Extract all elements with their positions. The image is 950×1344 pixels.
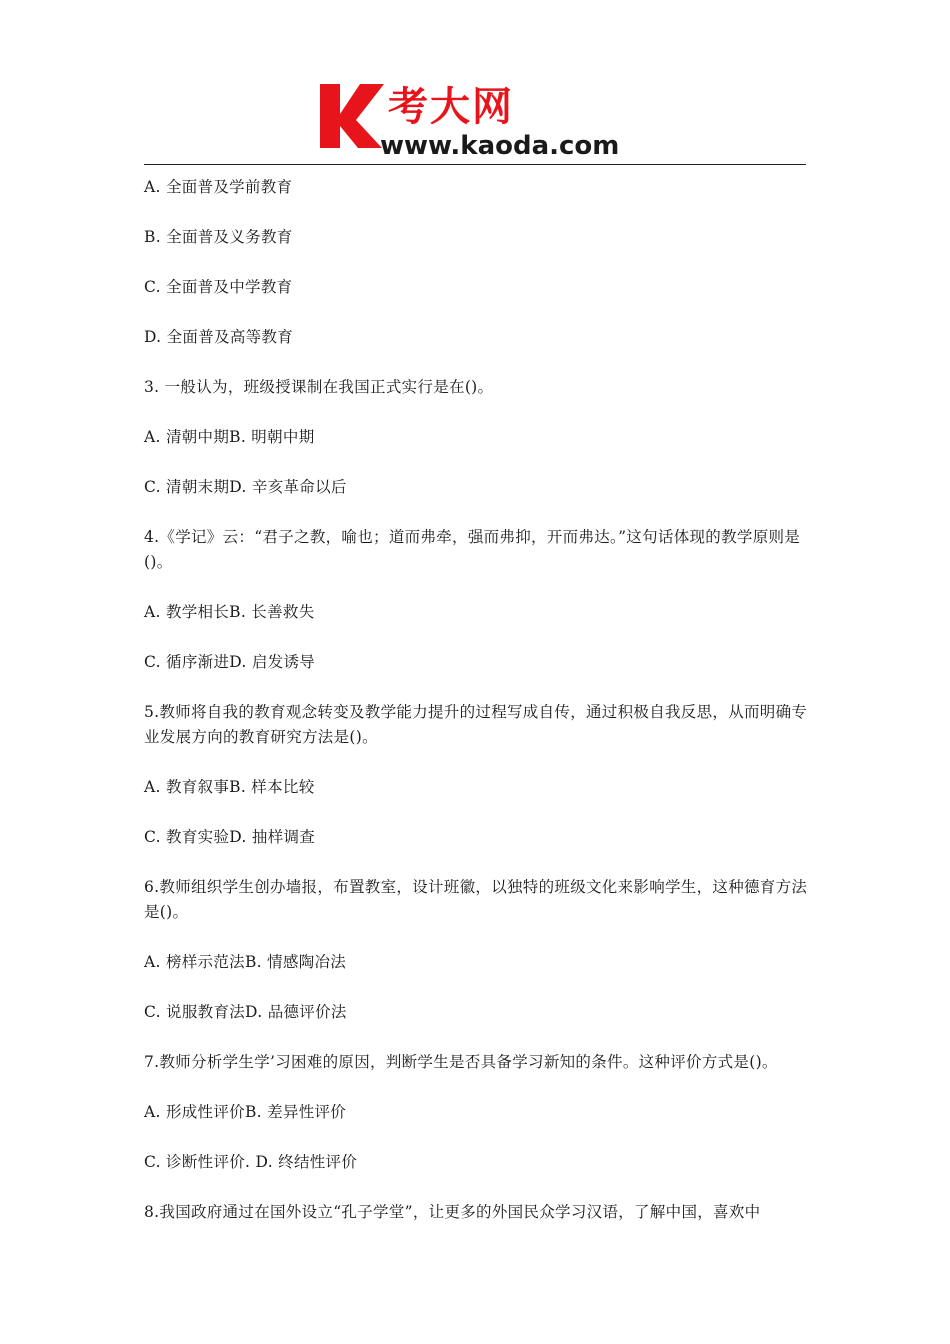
option-text: C. 循序渐进D. 启发诱导: [144, 653, 316, 671]
logo-brand-text: 考大网: [388, 84, 514, 130]
option-text: C. 诊断性评价. D. 终结性评价: [144, 1153, 358, 1171]
option-text: C. 清朝末期D. 辛亥革命以后: [144, 478, 347, 496]
logo-k-mark: [320, 84, 384, 148]
question-text: 8.我国政府通过在国外设立“孔子学堂”，让更多的外国民众学习汉语，了解中国，喜欢中: [144, 1203, 761, 1221]
option-text: C. 教育实验D. 抽样调查: [144, 828, 316, 846]
option-text: A. 形成性评价B. 差异性评价: [144, 1103, 347, 1121]
header-divider: [144, 164, 806, 165]
option-text: A. 清朝中期B. 明朝中期: [144, 428, 315, 446]
option-text: B. 全面普及义务教育: [144, 228, 293, 246]
question-text: 4.《学记》云：“君子之教，喻也；道而弗牵，强而弗抑，开而弗达。”这句话体现的教学原则是()。: [144, 528, 801, 571]
logo-graphic: [316, 78, 638, 160]
option-text: A. 教育叙事B. 样本比较: [144, 778, 315, 796]
question-text: 3. 一般认为，班级授课制在我国正式实行是在()。: [144, 378, 494, 396]
option-text: C. 全面普及中学教育: [144, 278, 293, 296]
page-header: [0, 0, 950, 170]
question-text: 5.教师将自我的教育观念转变及教学能力提升的过程写成自传，通过积极自我反思，从而明确专业发展方向的教育研究方法是()。: [144, 703, 808, 746]
question-text: 6.教师组织学生创办墙报，布置教室，设计班徽，以独特的班级文化来影响学生，这种德育方法是()。: [144, 878, 808, 921]
document-body: [144, 175, 816, 1250]
option-text: A. 教学相长B. 长善救失: [144, 603, 315, 621]
option-text: A. 榜样示范法B. 情感陶冶法: [144, 953, 347, 971]
logo-url-text: www.kaoda.com: [380, 131, 620, 160]
kaoda-logo[interactable]: [316, 78, 638, 160]
option-text: C. 说服教育法D. 品德评价法: [144, 1003, 347, 1021]
question-text: 7.教师分析学生学’习困难的原因，判断学生是否具备学习新知的条件。这种评价方式是()。: [144, 1053, 778, 1071]
option-text: D. 全面普及高等教育: [144, 328, 294, 346]
option-text: A. 全面普及学前教育: [144, 178, 293, 196]
